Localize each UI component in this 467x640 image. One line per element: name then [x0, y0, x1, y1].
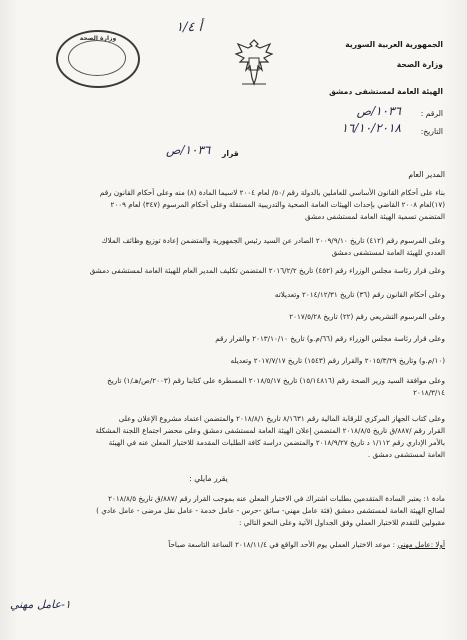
article-line: لصالح الهيئة العامة لمستشفى دمشق (فئة عامل مهني- سائق -حرس - عامل خدمة - عامل نقل مرضى - عامل عادي ) — [96, 506, 445, 515]
stamp-inner-ring — [68, 40, 126, 76]
date-label: التاريخ: — [420, 127, 443, 136]
body-line: العامة لمستشفى دمشق . — [367, 450, 445, 459]
first-group-text: : موعد الاختبار العملي يوم الأحد الواقع في ٢٠١٨/١١/٤ الساعة التاسعة صباحاً — [168, 540, 396, 549]
ministry-title: وزارة الصحة — [396, 60, 443, 69]
handwritten-note-top: أ ١/٤ — [176, 20, 203, 35]
ministry-stamp — [56, 30, 140, 88]
body-line: بالأمر الإداري رقم ١/١١٢ د تاريخ ٢٠١٨/٩/٢٧ والمتضمن دراسة كافة الطلبات المقدمة للاختبار المعلن عنه في الهيئة — [108, 438, 445, 447]
decides-heading: يقرر مايلي : — [189, 474, 228, 483]
article-line: مقبولين للتقدم للاختبار العملي وفق الجداول الآتية وعلى النحو التالي : — [238, 518, 445, 527]
body-line: وعلى كتاب الجهاز المركزي للرقابة المالية رقم ٨/١٦٣١ تاريخ ٢٠١٨/٨/١ والمتضمن اعتماد مشروع الإعلان وعلى — [118, 414, 445, 423]
first-group-label: أولا :عامل مهني — [397, 540, 445, 549]
body-line: وعلى المرسوم التشريعي رقم (٢٢) تاريخ ٢٠١٧/٥/٢٨ — [289, 312, 445, 321]
reference-label: الرقم : — [420, 109, 443, 118]
body-line: ٢٠١٨/٣/١٤ — [413, 388, 445, 397]
body-line: بناء على أحكام القانون الأساسي للعاملين بالدولة رقم /٥٠/ لعام ٢٠٠٤ لاسيما المادة (٨) منه وعلى أحكام القانون رقم — [99, 188, 445, 197]
body-line: وعلى موافقة السيد وزير الصحة رقم (١٥/١٤٨١٦) تاريخ ٢٠١٨/٥/١٧ المسطرة على كتابنا رقم (٢٠٠٣/ص/هـ/١) تاريخ — [107, 376, 445, 385]
handwritten-note-bottom: ١-عامل مهني — [10, 598, 71, 611]
body-line: المتضمن تسمية الهيئة العامة لمستشفى دمشق — [304, 212, 445, 221]
body-line: وعلى أحكام القانون رقم (٣٦) تاريخ ٢٠١٤/١٢/٣١ وتعديلاته — [274, 290, 445, 299]
body-line: وعلى المرسوم رقم (٤١٢) تاريخ ٢٠٠٩/٩/١٠ الصادر عن السيد رئيس الجمهورية والمتضمن إعادة توزيع وظائف الملاك — [101, 236, 445, 245]
authority-title: الهيئة العامة لمستشفى دمشق — [329, 87, 443, 96]
reference-number: ١٠٣٦/ص — [356, 104, 401, 118]
body-line: وعلى قرار رئاسة مجلس الوزراء رقم (٦٦/م.و) تاريخ ٢٠١٣/١٠/١٠ والقرار رقم — [215, 334, 445, 343]
body-line: (١٠/م.و) وتاريخ ٢٠١٥/٣/٢٩ والقرار رقم (١٥٤٣) تاريخ ٢٠١٧/٧/١٧ وتعديله — [230, 356, 445, 365]
republic-title: الجمهورية العربية السورية — [345, 40, 443, 49]
date-value: ١٦/١٠/٢٠١٨ — [341, 121, 401, 135]
decision-label: قرار — [222, 149, 239, 158]
body-line: القرار رقم /٨٨٧/ق تاريخ ٢٠١٨/٨/٥ المتضمن إعلان الهيئة العامة لمستشفى دمشق وعلى محضر اجتماع اللجنة المشكلة — [95, 426, 445, 435]
article-line: مادة ١: يعتبر السادة المتقدمين بطلبات اشتراك في الاختبار المعلن عنه بموجب القرار رقم /٨٨٧/ق تاريخ ٢٠١٨/٨/٥ — [108, 494, 445, 503]
body-line: (١٧)لعام ٢٠٠٨ القاضي بإحداث الهيئات العامة الصحية والتدريبية المستقلة وعلى أحكام المرسوم (٣٤٧) لعام ٢٠٠٩ — [110, 200, 445, 209]
body-line: وعلى قرار رئاسة مجلس الوزراء رقم (٤٥٢) تاريخ ٢٠١٦/٢/٢ المتضمن تكليف المدير العام للهيئة العامة لمستشفى دمشق — [89, 266, 445, 275]
stamp-text: وزارة الصحة — [79, 35, 117, 42]
body-title: المدير العام — [408, 170, 445, 179]
first-group-line — [22, 540, 445, 550]
body-line: العددي للهيئة العامة لمستشفى دمشق — [331, 248, 445, 257]
decision-number: ١٠٣٦/ص — [166, 143, 211, 157]
eagle-emblem-icon — [232, 34, 276, 90]
